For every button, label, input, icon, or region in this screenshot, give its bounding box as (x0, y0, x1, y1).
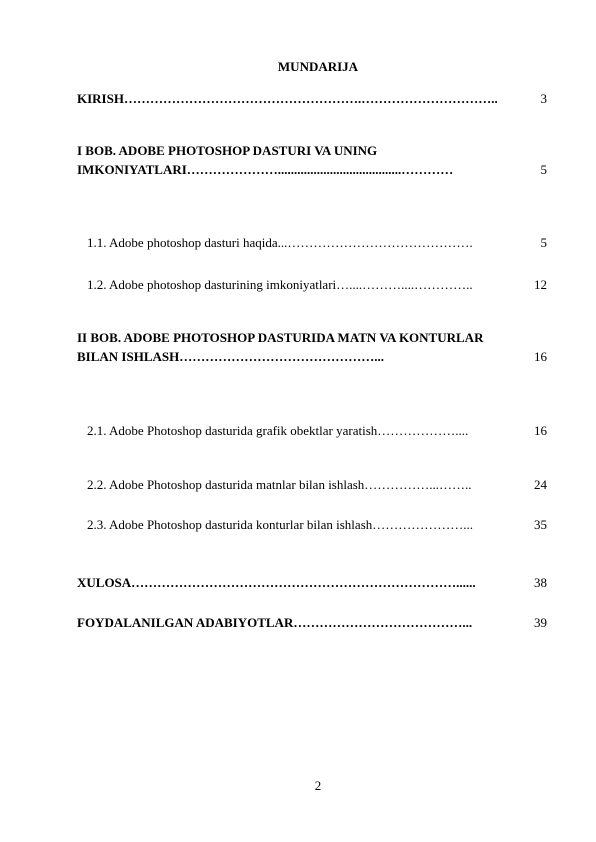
toc-entry-text: I BOB. ADOBE PHOTOSHOP DASTURI VA UNING IMKONIYATLARI…………………......................................………… (77, 143, 454, 177)
toc-entry-text: 2.2. Adobe Photoshop dasturida matnlar bilan ishlash……………...…….. (87, 477, 472, 492)
toc-entry-page: 3 (540, 91, 547, 106)
toc-entry-text: 1.2. Adobe photoshop dasturining imkoniyatlari…....………....………….. (87, 277, 473, 292)
page-title: MUNDARIJA (277, 59, 359, 74)
toc-entry-page: 35 (534, 517, 547, 532)
toc-entry-1-2[interactable] (77, 275, 547, 294)
toc-entry-2-1[interactable] (77, 421, 547, 440)
toc-entry-kirish[interactable] (77, 89, 547, 108)
page-number: 2 (314, 778, 322, 793)
toc-entry-text: KIRISH……………………………………………….………………………….. (77, 91, 498, 106)
toc-entry-page: 12 (534, 277, 547, 292)
toc-entry-page: 16 (534, 349, 547, 364)
toc-entry-page: 39 (534, 615, 547, 630)
toc-entry-text: 2.1. Adobe Photoshop dasturida grafik obektlar yaratish……………….... (87, 423, 469, 438)
toc-entry-chapter-1[interactable] (77, 141, 547, 179)
toc-entry-adabiyotlar[interactable] (77, 613, 547, 632)
toc-entry-text: 2.3. Adobe Photoshop dasturida konturlar bilan ishlash…………………... (87, 517, 474, 532)
toc-entry-1-1[interactable] (77, 233, 547, 252)
toc-entry-page: 38 (534, 575, 547, 590)
toc-entry-page: 5 (540, 235, 547, 250)
toc-entry-chapter-2[interactable] (77, 328, 547, 366)
toc-entry-page: 16 (534, 423, 547, 438)
toc-entry-text: II BOB. ADOBE PHOTOSHOP DASTURIDA MATN VA KONTURLAR BILAN ISHLASH………………………………………... (77, 330, 484, 364)
toc-entry-page: 24 (534, 477, 547, 492)
toc-entry-text: XULOSA…………………………………………………………………...... (77, 575, 476, 590)
toc-entry-page: 5 (540, 162, 547, 177)
toc-entry-xulosa[interactable] (77, 573, 547, 592)
toc-entry-text: FOYDALANILGAN ADABIYOTLAR…………………………………... (77, 615, 473, 630)
toc-entry-2-3[interactable] (77, 515, 547, 534)
toc-entry-text: 1.1. Adobe photoshop dasturi haqida...……………………………………. (87, 235, 473, 250)
toc-entry-2-2[interactable] (77, 475, 547, 494)
